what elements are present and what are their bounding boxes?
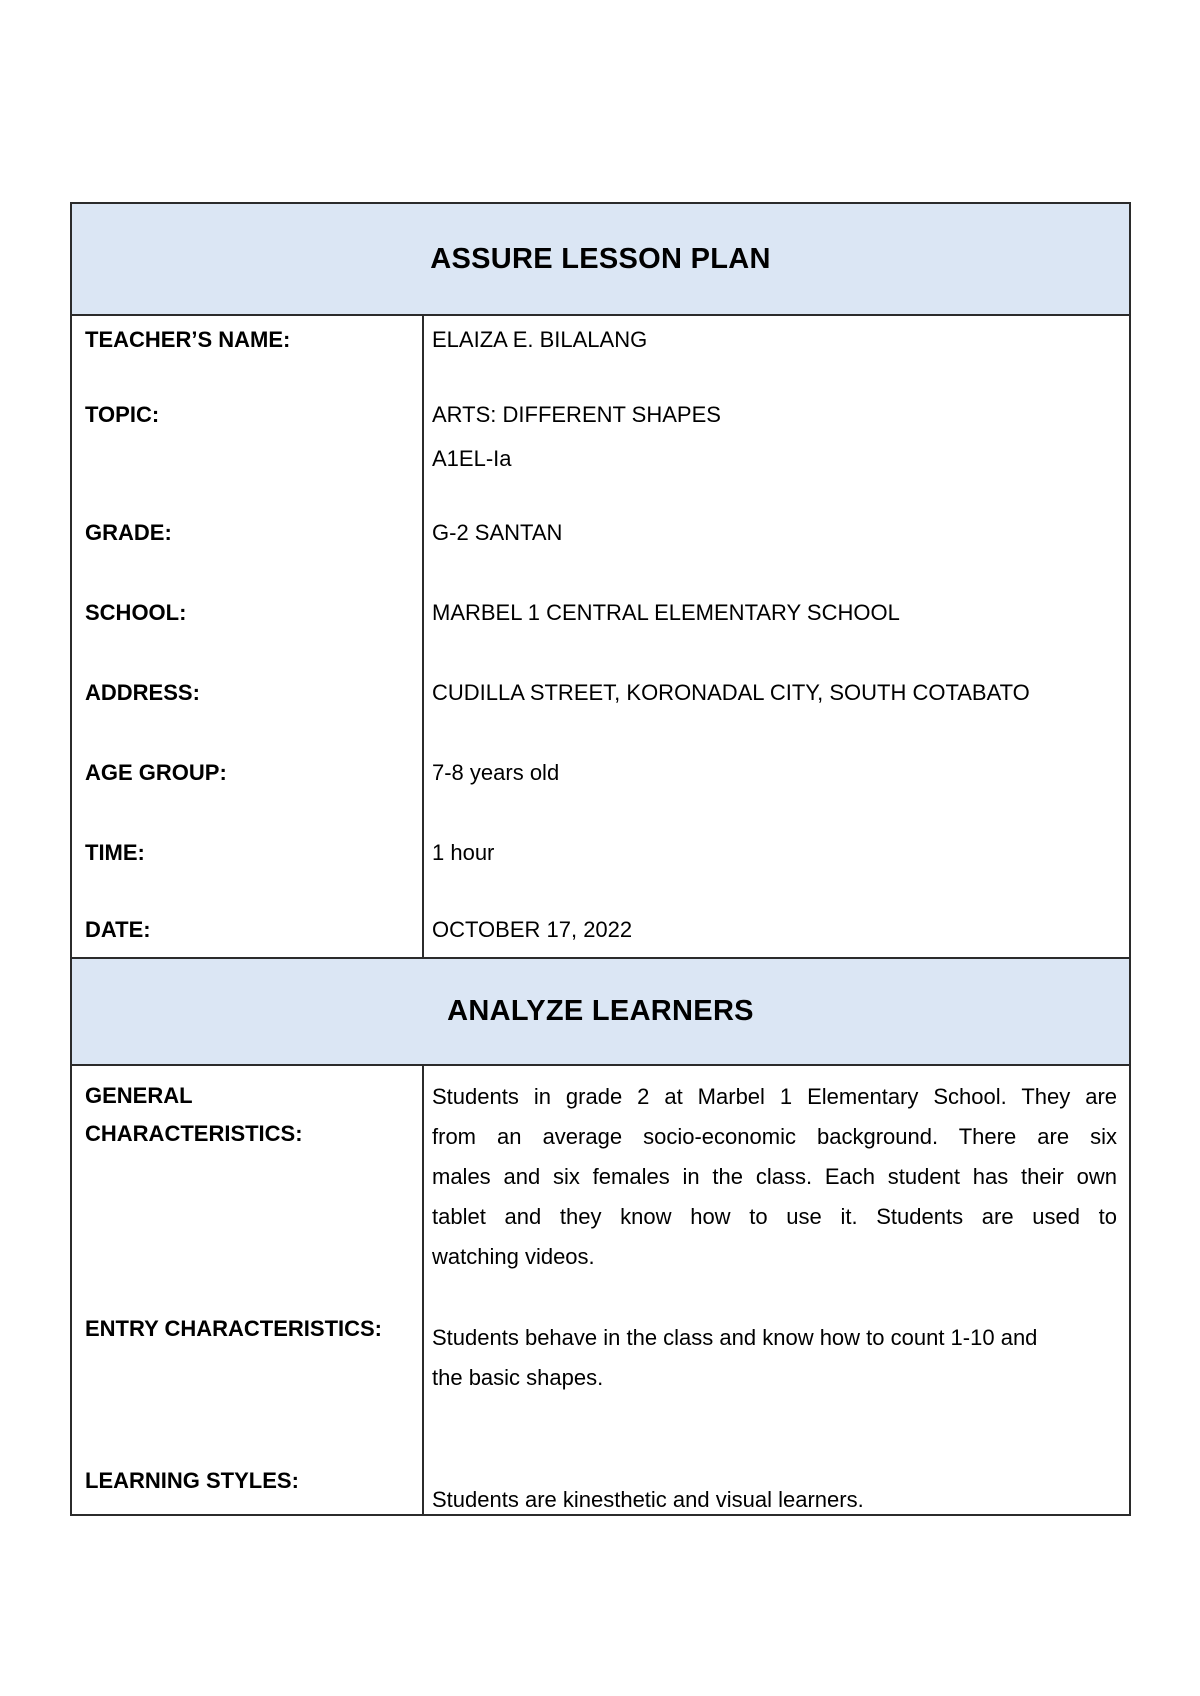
time-label: TIME: bbox=[72, 840, 424, 917]
topic-text: ARTS: DIFFERENT SHAPES bbox=[432, 402, 721, 427]
text-line: from an average socio-economic background. There are six bbox=[432, 1124, 1117, 1149]
topic-row bbox=[72, 402, 1129, 520]
topic-label: TOPIC: bbox=[72, 402, 424, 520]
school-row bbox=[72, 600, 1129, 680]
entry-characteristics-row bbox=[72, 1310, 1129, 1462]
analyze-learners-header-band bbox=[72, 957, 1129, 1066]
assure-header-title: ASSURE LESSON PLAN bbox=[430, 242, 771, 275]
topic-code-text: A1EL-Ia bbox=[432, 446, 512, 471]
assure-header-band bbox=[72, 204, 1129, 316]
analyze-learners-section bbox=[72, 1066, 1129, 1514]
address-label: ADDRESS: bbox=[72, 680, 424, 760]
grade-text: G-2 SANTAN bbox=[432, 520, 563, 545]
teachers-name-text: ELAIZA E. BILALANG bbox=[432, 327, 648, 352]
general-characteristics-row bbox=[72, 1066, 1129, 1310]
text-line: ENTRY CHARACTERISTICS: bbox=[85, 1316, 383, 1341]
learning-styles-row bbox=[72, 1462, 1129, 1514]
date-row bbox=[72, 917, 1129, 957]
info-section bbox=[72, 316, 1129, 957]
text-line: Students behave in the class and know how to count 1-10 and bbox=[432, 1325, 1038, 1350]
text-line: GENERAL bbox=[85, 1083, 193, 1108]
teachers-name-value bbox=[424, 316, 1129, 402]
grade-row bbox=[72, 520, 1129, 600]
address-text: CUDILLA STREET, KORONADAL CITY, SOUTH COTABATO bbox=[432, 680, 1030, 705]
address-row bbox=[72, 680, 1129, 760]
school-label: SCHOOL: bbox=[72, 600, 424, 680]
general-characteristics-value bbox=[424, 1066, 1129, 1310]
learning-styles-value bbox=[424, 1462, 1129, 1514]
age-group-text: 7-8 years old bbox=[432, 760, 560, 785]
learning-styles-label bbox=[72, 1462, 424, 1514]
text-line: LEARNING STYLES: bbox=[85, 1468, 299, 1493]
grade-label: GRADE: bbox=[72, 520, 424, 600]
text-line: CHARACTERISTICS: bbox=[85, 1121, 303, 1146]
assure-lesson-plan-table bbox=[70, 202, 1131, 1516]
general-characteristics-label bbox=[72, 1066, 424, 1310]
entry-characteristics-value bbox=[424, 1310, 1129, 1462]
age-group-label: AGE GROUP: bbox=[72, 760, 424, 840]
age-group-value bbox=[424, 760, 1129, 840]
date-value bbox=[424, 917, 1129, 957]
text-line: Students in grade 2 at Marbel 1 Elementary School. They are bbox=[432, 1084, 1117, 1109]
date-text: OCTOBER 17, 2022 bbox=[432, 917, 633, 942]
text-line: watching videos. bbox=[432, 1244, 595, 1269]
text-line: Students are kinesthetic and visual learners. bbox=[432, 1487, 864, 1512]
teachers-name-row bbox=[72, 316, 1129, 402]
age-group-row bbox=[72, 760, 1129, 840]
address-value bbox=[424, 680, 1129, 760]
date-label: DATE: bbox=[72, 917, 424, 957]
school-text: MARBEL 1 CENTRAL ELEMENTARY SCHOOL bbox=[432, 600, 900, 625]
school-value bbox=[424, 600, 1129, 680]
entry-characteristics-label bbox=[72, 1310, 424, 1462]
teachers-name-label: TEACHER’S NAME: bbox=[72, 316, 424, 402]
text-line: males and six females in the class. Each student has their own bbox=[432, 1164, 1117, 1189]
topic-value bbox=[424, 402, 1129, 520]
time-text: 1 hour bbox=[432, 840, 495, 865]
time-value bbox=[424, 840, 1129, 917]
grade-value bbox=[424, 520, 1129, 600]
analyze-learners-header-title: ANALYZE LEARNERS bbox=[447, 995, 754, 1027]
text-line: tablet and they know how to use it. Students are used to bbox=[432, 1204, 1117, 1229]
time-row bbox=[72, 840, 1129, 917]
text-line: the basic shapes. bbox=[432, 1365, 604, 1390]
